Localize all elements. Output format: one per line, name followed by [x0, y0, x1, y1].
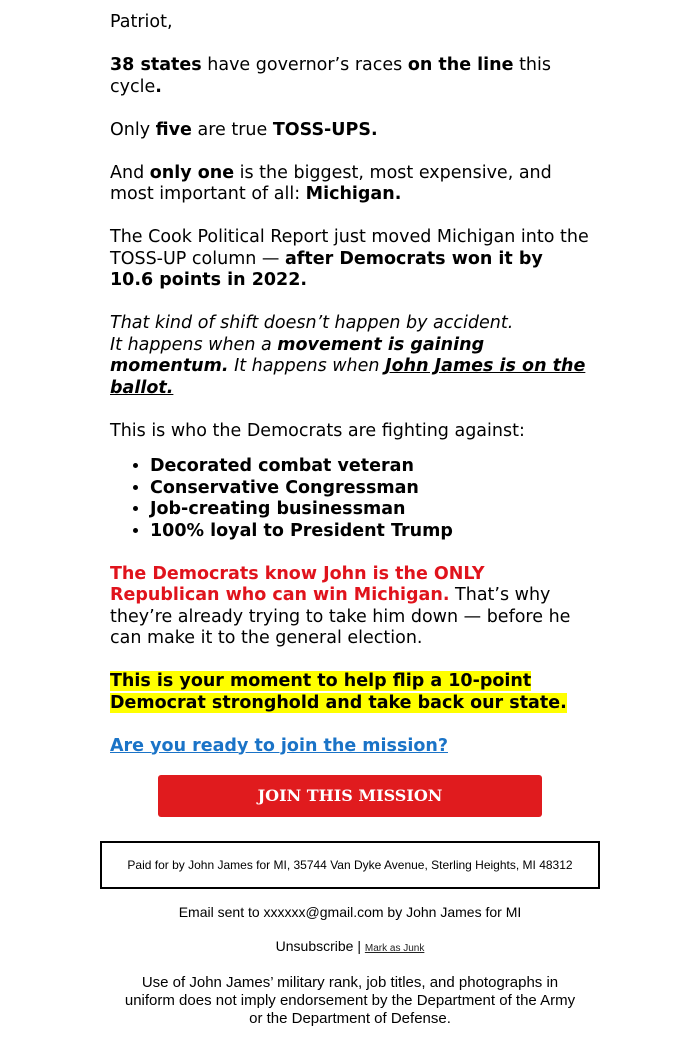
text: The Cook Political Report just moved Michigan into the TOSS-UP column — [110, 227, 589, 269]
text-italic: It happens when [228, 356, 386, 376]
text-strong: only one [149, 162, 235, 183]
disclaimer-text: Use of John James’ military rank, job titles, and photographs in uniform does not imply endorsement by the Department of the Army or the Department of Defense. [124, 974, 576, 1027]
text-italic: It happens when a [110, 334, 278, 355]
unsubscribe-row [100, 938, 600, 957]
text-strong-italic: movement is gaining momentum. [110, 334, 485, 376]
paragraph-cta-link [110, 736, 590, 758]
text: this cycle [110, 55, 551, 97]
paragraph-states [110, 55, 590, 98]
email-footer [100, 904, 600, 1028]
text-strong: . [155, 76, 162, 97]
separator: | [353, 938, 365, 954]
paragraph-tossups [110, 120, 590, 142]
text-strong: 38 states [110, 55, 202, 75]
text: That’s why they’re already trying to take him down — before he can make it to the general election. [110, 585, 571, 648]
text-strong: on the line [407, 55, 514, 75]
text: Only [110, 119, 156, 140]
paid-for-box [100, 841, 600, 889]
list-item: • Decorated combat veteran [150, 456, 590, 478]
paragraph-fighting: This is who the Democrats are fighting against: [110, 420, 525, 441]
text-strong: five [155, 119, 192, 140]
text-underlined: John James is on the ballot. [110, 356, 586, 398]
greeting: Patriot, [110, 12, 173, 32]
paragraph-cook-report [110, 227, 590, 292]
email-sent-text: Email sent to xxxxxx@gmail.com by John James for MI [178, 904, 522, 920]
text: is the biggest, most expensive, and most important of all: [110, 162, 552, 204]
paragraph-highlight [110, 671, 590, 714]
text-red: The Democrats know John is the ONLY Republican who can win Michigan. [110, 563, 485, 605]
text-strong: after Democrats won it by 10.6 points in 2022. [110, 248, 543, 290]
list-item: • Conservative Congressman [150, 478, 590, 500]
join-mission-button[interactable]: JOIN THIS MISSION [158, 775, 542, 817]
paragraph-michigan [110, 163, 590, 206]
text: are true [191, 119, 273, 140]
text-italic: That kind of shift doesn’t happen by accident. [110, 313, 514, 333]
paid-for-text: Paid for by John James for MI, 35744 Van Dyke Avenue, Sterling Heights, MI 48312 [127, 858, 573, 872]
text-strong: Michigan. [305, 184, 402, 204]
paragraph-momentum [110, 313, 590, 399]
paragraph-only-republican [110, 564, 590, 650]
list-item: • Job-creating businessman [150, 499, 590, 521]
bullet-list [110, 456, 590, 542]
unsubscribe-link[interactable]: Unsubscribe [275, 938, 354, 954]
list-item: • 100% loyal to President Trump [150, 521, 590, 543]
text-strong: TOSS-UPS. [272, 119, 378, 140]
join-mission-link[interactable]: Are you ready to join the mission? [110, 735, 448, 756]
text: have governor’s races [201, 55, 408, 75]
text: And [110, 162, 150, 183]
email-body [110, 12, 590, 817]
highlight-text: This is your moment to help flip a 10-point Democrat stronghold and take back our state. [110, 671, 567, 713]
cta-container [110, 775, 590, 817]
mark-as-junk-link[interactable]: Mark as Junk [364, 943, 425, 954]
